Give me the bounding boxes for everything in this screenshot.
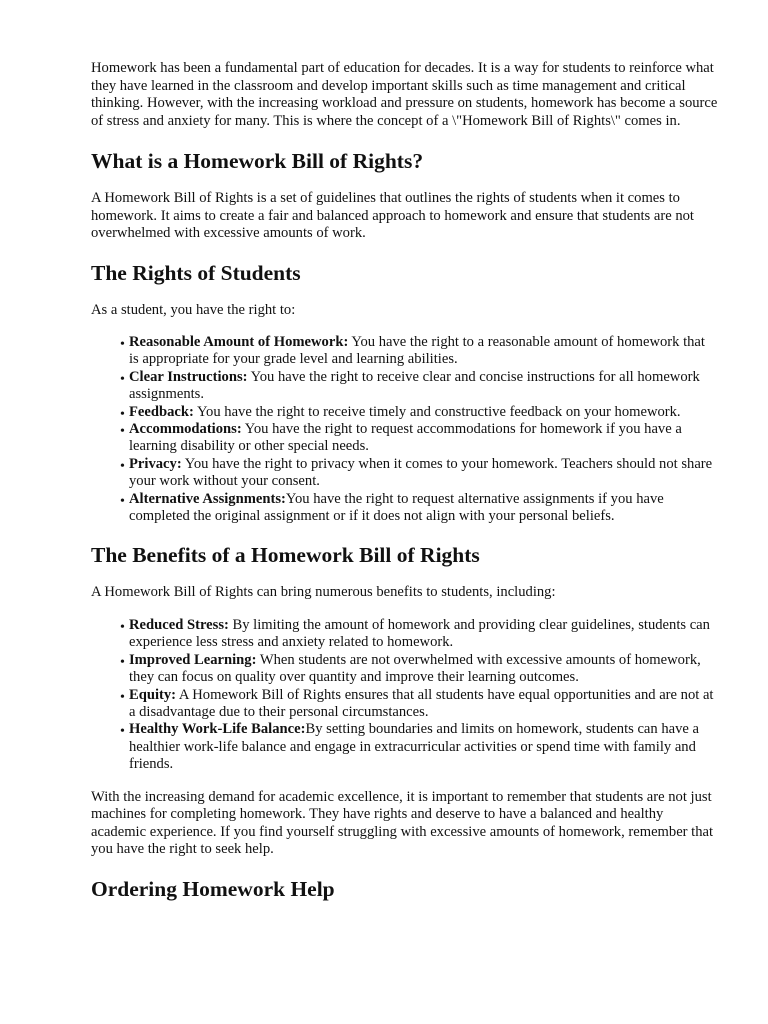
list-item-text: You have the right to privacy when it comes to your homework. Teachers should not share your work without your consent. bbox=[129, 455, 713, 490]
heading-what-is-bill-of-rights: What is a Homework Bill of Rights? bbox=[91, 149, 424, 173]
bullet-icon: • bbox=[120, 424, 125, 440]
heading-ordering-homework-help: Ordering Homework Help bbox=[91, 876, 335, 901]
bullet-icon: • bbox=[120, 458, 125, 474]
list-item-term: Feedback: bbox=[129, 403, 194, 420]
bullet-icon: • bbox=[120, 337, 125, 352]
list-item-equity bbox=[120, 687, 718, 722]
closing-paragraph: With the increasing demand for academic excellence, it is important to remember that students are not just machines for completing homework. They have rights and deserve to have a balanced and healthy academic experience. If you find yourself struggling with excessive amounts of homework, remember that you have the right to seek help. bbox=[91, 788, 714, 858]
list-item-text: A Homework Bill of Rights ensures that all students have equal opportunities and are not at a disadvantage due to their personal circumstances. bbox=[129, 686, 714, 720]
bullet-icon: • bbox=[120, 724, 125, 740]
bullet-icon: • bbox=[120, 406, 125, 422]
list-item-term: Alternative Assignments: bbox=[129, 490, 286, 507]
rights-list bbox=[91, 334, 718, 525]
rights-intro: As a student, you have the right to: bbox=[91, 301, 296, 318]
list-item-text: You have the right to request accommodations for homework if you have a learning disability or other special needs. bbox=[129, 421, 682, 455]
heading-benefits: The Benefits of a Homework Bill of Rights bbox=[91, 543, 480, 568]
benefits-list bbox=[91, 617, 718, 774]
list-item-text: You have the right to receive timely and constructive feedback on your homework. bbox=[193, 403, 681, 420]
list-item-term: Equity: bbox=[129, 686, 177, 703]
list-item-alternative-assignments bbox=[120, 491, 718, 526]
list-item-text: When students are not overwhelmed with excessive amounts of homework, they can focus on quality over quantity and improve their learning outcomes. bbox=[129, 651, 701, 686]
bullet-icon: • bbox=[120, 689, 125, 705]
list-item-text: By limiting the amount of homework and providing clear guidelines, students can experience less stress and anxiety related to homework. bbox=[129, 616, 710, 651]
list-item-term: Healthy Work-Life Balance: bbox=[129, 721, 306, 738]
bullet-icon: • bbox=[120, 371, 125, 387]
list-item-work-life-balance bbox=[120, 721, 718, 773]
bullet-icon: • bbox=[120, 654, 125, 670]
intro-paragraph: Homework has been a fundamental part of education for decades. It is a way for students to reinforce what they have learned in the classroom and develop important skills such as time management and critical thinking. However, with the increasing workload and pressure on students, homework has become a source of stress and anxiety for many. This is where the concept of a \"Homework Bill of Rights\" comes in. bbox=[91, 60, 718, 129]
definition-paragraph: A Homework Bill of Rights is a set of guidelines that outlines the rights of students when it comes to homework. It aims to create a fair and balanced approach to homework and ensure that students are not overwhelmed with excessive amounts of work. bbox=[91, 190, 694, 241]
list-item-term: Reasonable Amount of Homework: bbox=[129, 334, 349, 350]
list-item-reduced-stress bbox=[120, 617, 718, 652]
list-item-text: You have the right to receive clear and concise instructions for all homework assignments. bbox=[129, 368, 700, 403]
list-item-privacy bbox=[120, 456, 718, 491]
list-item-text: You have the right to request alternative assignments if you have completed the original assignment or if it does not align with your personal beliefs. bbox=[129, 490, 664, 525]
list-item-term: Privacy: bbox=[129, 455, 182, 472]
list-item-clear-instructions bbox=[120, 369, 718, 404]
list-item-accommodations bbox=[120, 421, 718, 456]
bullet-icon: • bbox=[120, 493, 125, 509]
bullet-icon: • bbox=[120, 619, 125, 635]
list-item-term: Improved Learning: bbox=[129, 651, 257, 668]
benefits-intro: A Homework Bill of Rights can bring numerous benefits to students, including: bbox=[91, 584, 556, 601]
heading-rights-of-students: The Rights of Students bbox=[91, 260, 301, 285]
list-item-improved-learning bbox=[120, 652, 718, 687]
list-item-term: Reduced Stress: bbox=[129, 616, 229, 633]
list-item-feedback bbox=[120, 404, 718, 421]
list-item-text: By setting boundaries and limits on homework, students can have a healthier work-life balance and engage in extracurricular activities or spend time with family and friends. bbox=[129, 721, 700, 773]
list-item-text: You have the right to a reasonable amount of homework that is appropriate for your grade level and learning abilities. bbox=[129, 334, 705, 368]
list-item-term: Clear Instructions: bbox=[129, 368, 248, 385]
list-item-term: Accommodations: bbox=[129, 421, 242, 438]
list-item-reasonable-amount bbox=[120, 334, 718, 369]
